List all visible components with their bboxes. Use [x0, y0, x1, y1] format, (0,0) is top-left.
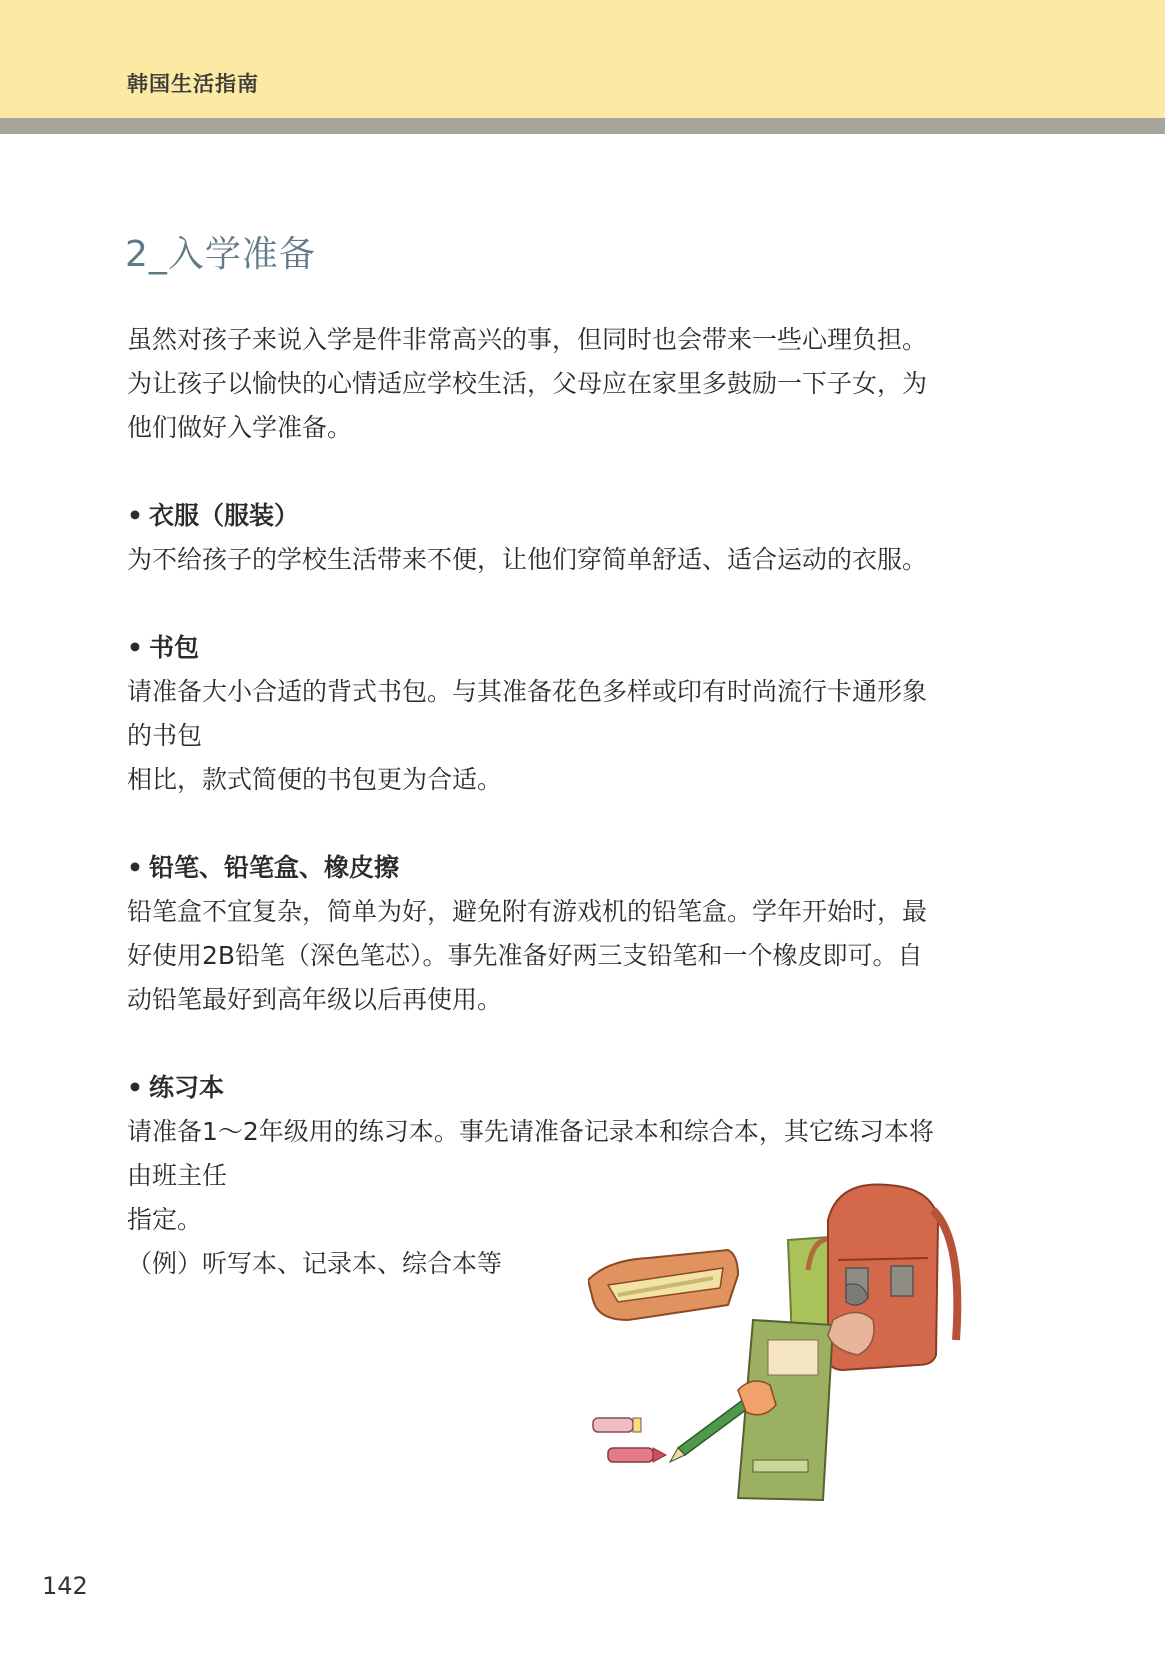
bullet-icon: •: [127, 501, 143, 530]
item-line: 相比，款式简便的书包更为合适。: [127, 765, 503, 794]
item-heading: [127, 1066, 1047, 1110]
intro-line: 虽然对孩子来说入学是件非常高兴的事，但同时也会带来一些心理负担。: [127, 325, 928, 354]
bullet-icon: •: [127, 633, 143, 662]
item-line: 好使用2B铅笔（深色笔芯）。事先准备好两三支铅笔和一个橡皮即可。自: [127, 941, 923, 970]
item-line: 请准备1～2年级用的练习本。事先请准备记录本和综合本，其它练习本将: [127, 1117, 934, 1146]
item-heading: [127, 846, 1047, 890]
item-line: 的书包: [127, 721, 203, 750]
school-supplies-illustration: [588, 1180, 1008, 1520]
item-heading-text: 书包: [149, 633, 200, 662]
item-heading-text: 衣服（服装）: [149, 501, 300, 530]
header-divider-band: [0, 118, 1165, 134]
bullet-icon: •: [127, 1073, 143, 1102]
item-heading: [127, 494, 1047, 538]
section-title: 2_入学准备: [125, 234, 316, 275]
bullet-icon: •: [127, 853, 143, 882]
item-heading-text: 铅笔、铅笔盒、橡皮擦: [149, 853, 400, 882]
item-heading-text: 练习本: [149, 1073, 225, 1102]
item-line: 请准备大小合适的背式书包。与其准备花色多样或印有时尚流行卡通形象: [127, 677, 928, 706]
header-title: 韩国生活指南: [127, 72, 259, 96]
item-pencils: [127, 846, 1047, 1022]
item-line: 为不给孩子的学校生活带来不便，让他们穿简单舒适、适合运动的衣服。: [127, 545, 928, 574]
main-content: [127, 318, 1047, 1330]
item-line: 由班主任: [127, 1161, 228, 1190]
item-line: 指定。: [127, 1205, 203, 1234]
intro-line: 为让孩子以愉快的心情适应学校生活，父母应在家里多鼓励一下子女，为: [127, 369, 928, 398]
item-line: （例）听写本、记录本、综合本等: [127, 1249, 503, 1278]
pencil-case-icon: [588, 1250, 738, 1320]
item-heading: [127, 626, 1047, 670]
item-line: 铅笔盒不宜复杂，简单为好，避免附有游戏机的铅笔盒。学年开始时，最: [127, 897, 928, 926]
intro-paragraph: [127, 318, 1047, 450]
intro-line: 他们做好入学准备。: [127, 413, 353, 442]
item-schoolbag: [127, 626, 1047, 802]
page-header: [0, 0, 1165, 118]
item-line: 动铅笔最好到高年级以后再使用。: [127, 985, 503, 1014]
crayons-icon: [593, 1418, 666, 1462]
item-clothes: [127, 494, 1047, 582]
page-number: 142: [42, 1572, 88, 1600]
